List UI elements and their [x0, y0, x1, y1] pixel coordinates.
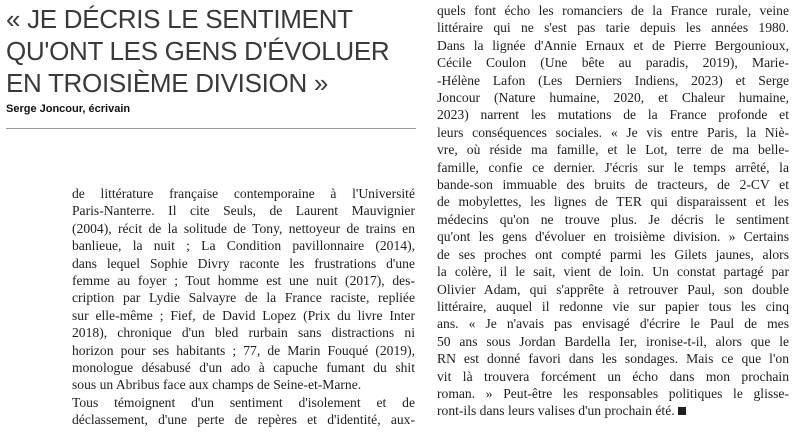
- text-line: de ses proches ont compté parmi les Gilets jaunes, alors: [437, 246, 789, 262]
- text-line: quels font écho les romanciers de la France rurale, veine: [437, 3, 789, 18]
- pull-quote: [6, 3, 416, 99]
- pull-quote-block: [6, 3, 416, 115]
- text-line: -Hélène Lafon (Les Derniers Indiens, 2023) et Serge: [437, 72, 789, 88]
- text-line: dans lequel Sophie Divry raconte les frustrations d'une: [72, 255, 415, 271]
- text-line: bande-son immuable des bruits de tracteurs, de 2-CV et: [437, 177, 789, 193]
- text-line: Paris-Nanterre. Il cite Seuls, de Laurent Mauvignier: [72, 203, 415, 219]
- text-line: ans. « Je n'avais pas envisagé d'écrire le Paul de mes: [437, 316, 789, 332]
- text-line: déclassement, d'une perte de repères et d'identité, aux-: [72, 412, 415, 428]
- text-line: cription par Lydie Salvayre de la France raciste, repliée: [72, 290, 415, 306]
- text-line: RN est donné favori dans les sondages. Mais ce que l'on: [437, 351, 789, 367]
- text-line: littéraire, auquel il redonne vie sur papier tous les cinq: [437, 298, 789, 314]
- text-line: 2023) narrent les mutations de la France profonde et: [437, 107, 789, 123]
- pull-quote-line: QU'ONT LES GENS D'ÉVOLUER: [6, 36, 390, 66]
- text-line: Cécile Coulon (Une bête au paradis, 2019), Marie-: [437, 55, 789, 71]
- text-line: vre, où réside ma famille, et le Lot, terre de ma belle-: [437, 142, 789, 158]
- text-line: roman. » Peut-être les responsables politiques le glisse-: [437, 385, 789, 401]
- text-line: femme au foyer ; Tout homme est une nuit (2017), des-: [72, 273, 415, 289]
- text-line: banlieue, la nuit ; La Condition pavillonnaire (2014),: [72, 238, 415, 254]
- end-of-article-square-icon: [678, 407, 686, 415]
- text-line: sur elle-même ; Fief, de David Lopez (Prix du livre Inter: [72, 307, 415, 323]
- text-line: qu'ont les gens d'évoluer en troisième division. » Certains: [437, 229, 789, 245]
- text-line: ront-ils dans leurs valises d'un prochain été.: [437, 403, 675, 419]
- text-line: vit là trouvera forcément un écho dans mon prochain: [437, 368, 789, 384]
- text-line-last: [437, 402, 789, 419]
- paragraph: [72, 394, 415, 429]
- text-line: Dans la lignée d'Annie Ernaux et de Pierre Bergounioux,: [437, 37, 789, 53]
- text-line: la colère, il le sait, vient de loin. Un constat partagé par: [437, 264, 789, 280]
- right-column: [437, 2, 789, 420]
- text-line: monologue désabusé d'un ado à capuche fumant du shit: [72, 360, 415, 376]
- text-line: sous un Abribus face aux champs de Seine-et-Marne.: [72, 377, 362, 393]
- text-line: de mobylettes, les lignes de TER qui disparaissent et les: [437, 194, 789, 210]
- pull-quote-line: « JE DÉCRIS LE SENTIMENT: [6, 4, 353, 34]
- divider: [6, 128, 416, 129]
- text-line: leurs conséquences sociales. « Je vis entre Paris, la Niè-: [437, 124, 789, 140]
- text-line: horizon pour ses habitants ; 77, de Marin Fouqué (2019),: [72, 342, 415, 358]
- text-line: médecins qu'on ne trouve plus. Je décris le sentiment: [437, 211, 789, 227]
- pull-quote-line: EN TROISIÈME DIVISION »: [6, 68, 329, 98]
- text-line: 2018), chronique d'un bled rurbain sans distractions ni: [72, 325, 415, 341]
- text-line: famille, confie ce dernier. J'écris sur le temps arrêté, la: [437, 159, 789, 175]
- paragraph: [72, 185, 415, 394]
- left-column: [72, 185, 415, 429]
- paragraph: [437, 2, 789, 420]
- text-line: littéraire qui ne s'est pas tarie depuis les années 1980.: [437, 20, 789, 36]
- text-line: 50 ans sous Jordan Bardella Ier, ironise-t-il, alors que le: [437, 333, 789, 349]
- byline: Serge Joncour, écrivain: [6, 103, 131, 115]
- text-line: Joncour (Nature humaine, 2020, et Chaleur humaine,: [437, 90, 789, 106]
- text-line: Tous témoignent d'un sentiment d'isolement et de: [72, 394, 415, 410]
- text-line: (2004), récit de la solitude de Tony, nettoyeur de trains en: [72, 220, 415, 236]
- text-line: Olivier Adam, qui s'apprête à retrouver Paul, son double: [437, 281, 789, 297]
- text-line: de littérature française contemporaine à l'Université: [72, 186, 415, 201]
